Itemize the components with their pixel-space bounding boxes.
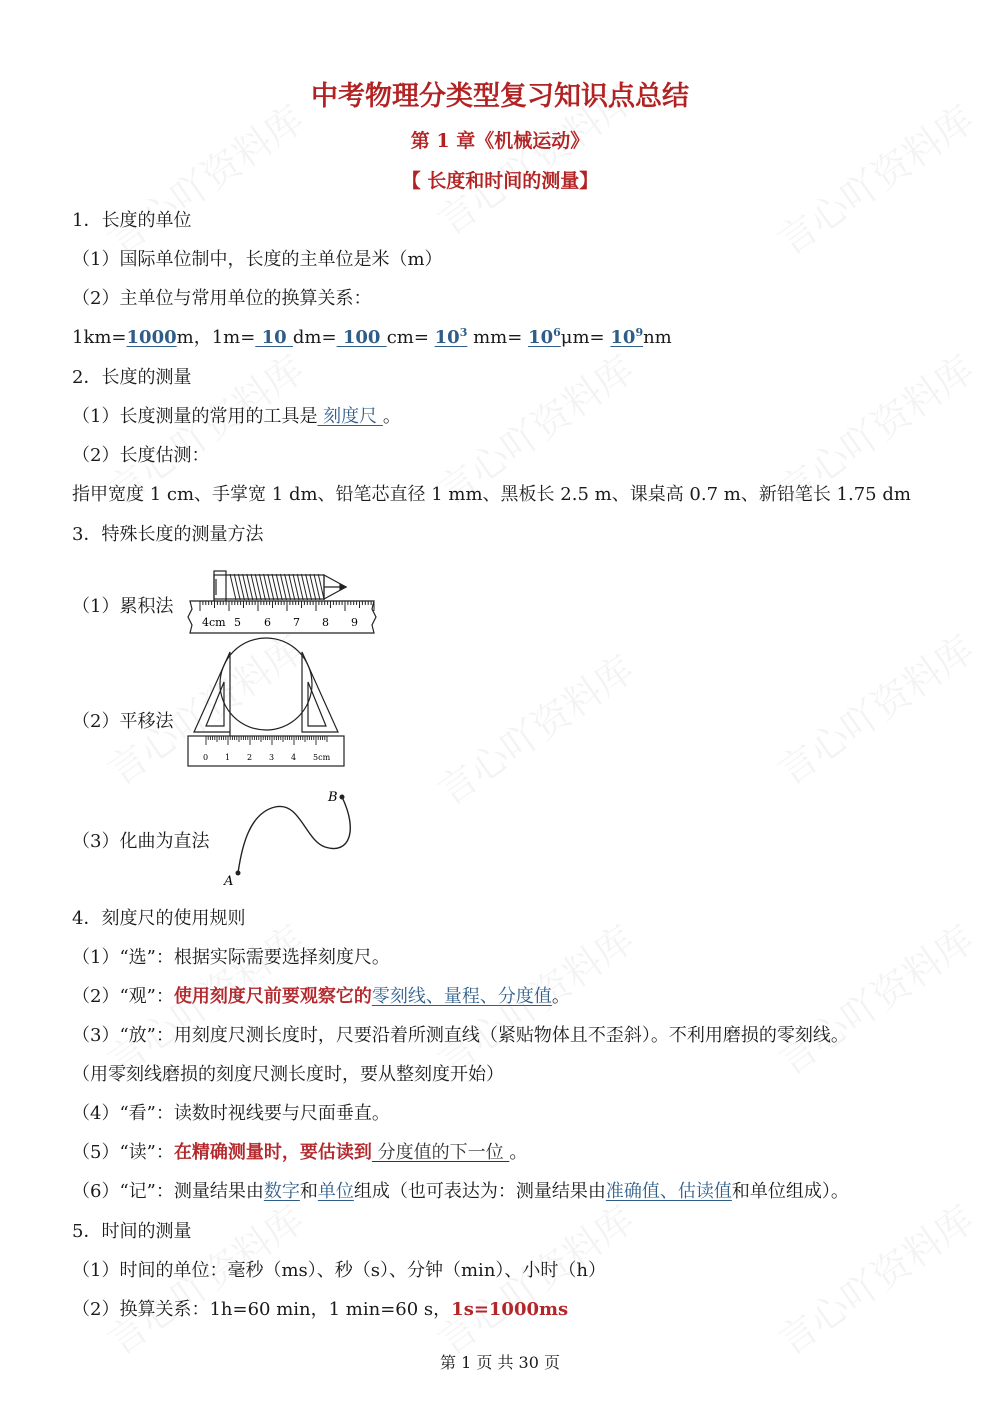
s1-heading: 1．长度的单位	[72, 210, 192, 231]
answer: 准确值、估读值	[605, 1181, 732, 1202]
method-translation: （2）平移法	[72, 711, 174, 732]
answer-base: 10	[434, 327, 460, 348]
text: （5）“读”：	[72, 1142, 174, 1163]
chapter-title: 第 1 章《机械运动》	[410, 130, 590, 152]
curve-figure	[220, 785, 365, 890]
text: nm	[643, 327, 672, 348]
s4-heading: 4．刻度尺的使用规则	[72, 908, 246, 929]
text: dm=	[292, 327, 337, 348]
text: （2）“观”：	[72, 986, 174, 1007]
text: cm=	[386, 327, 429, 348]
ruler-label: 5cm	[313, 753, 331, 762]
ruler-label: 3	[269, 753, 275, 762]
label-b: B	[328, 790, 338, 805]
text: （6）“记”：测量结果由	[72, 1181, 264, 1202]
s5-heading: 5．时间的测量	[72, 1221, 192, 1242]
answer-exponent: 6	[553, 326, 561, 339]
s5-p1: （1）时间的单位：毫秒（ms）、秒（s）、分钟（min）、小时（h）	[72, 1260, 607, 1281]
translation-figure	[186, 632, 351, 768]
rule-6	[72, 1177, 849, 1203]
text: 和单位组成）。	[731, 1181, 849, 1202]
ruler-label: 9	[351, 616, 358, 629]
text: 。	[509, 1142, 528, 1163]
watermark-text	[765, 620, 983, 796]
s1-p1: （1）国际单位制中，长度的主单位是米（m）	[72, 249, 443, 270]
accumulation-figure	[186, 565, 381, 637]
rule-3-note: （用零刻线磨损的刻度尺测长度时，要从整刻度开始）	[72, 1064, 504, 1085]
text: 和	[299, 1181, 318, 1202]
text: m，1m=	[176, 327, 256, 348]
s2-p2: （2）长度估测：	[72, 445, 210, 466]
answer: 单位	[317, 1181, 354, 1202]
ruler-label: 7	[293, 616, 300, 629]
point-b	[340, 795, 345, 800]
ruler-label: 6	[264, 616, 271, 629]
set-square-right	[302, 652, 338, 732]
answer-exponent: 9	[635, 326, 644, 339]
set-square-left	[194, 652, 230, 738]
method-accumulation: （1）累积法	[72, 596, 174, 617]
s2-p3: 指甲宽度 1 cm、手掌宽 1 dm、铅笔芯直径 1 mm、黑板长 2.5 m、课桌高 0.7 m、新铅笔长 1.75 dm	[72, 484, 911, 505]
ruler-label: 1	[225, 753, 231, 762]
s2-p1	[72, 402, 401, 428]
ruler-label: 4	[291, 753, 297, 762]
ruler-label: 8	[322, 616, 329, 629]
answer-base: 10	[528, 327, 554, 348]
s1-p2: （2）主单位与常用单位的换算关系：	[72, 288, 372, 309]
page-number: 第 1 页 共 30 页	[440, 1353, 560, 1372]
rule-3: （3）“放”：用刻度尺测长度时，尺要沿着所测直线（紧贴物体且不歪斜）。不利用磨损的零刻线。	[72, 1025, 849, 1046]
answer: 1000	[126, 327, 177, 348]
rule-5	[72, 1138, 527, 1164]
watermark-text	[765, 1190, 983, 1366]
answer: 数字	[263, 1181, 300, 1202]
watermark-text	[425, 640, 643, 816]
answer-exponent: 3	[459, 326, 468, 339]
answer: 分度值的下一位	[371, 1142, 510, 1163]
answer: 零刻线、量程、分度值	[371, 986, 552, 1007]
ruler-label: 0	[203, 753, 209, 762]
answer: 100	[336, 327, 387, 348]
s3-heading: 3．特殊长度的测量方法	[72, 524, 264, 545]
answer-base: 10	[610, 327, 636, 348]
ruler	[188, 736, 344, 766]
rule-4: （4）“看”：读数时视线要与尺面垂直。	[72, 1103, 390, 1124]
point-a	[236, 871, 241, 876]
answer	[610, 327, 643, 348]
curve-line	[238, 797, 350, 873]
s5-p2	[72, 1295, 568, 1321]
answer	[528, 327, 561, 348]
emphasis: 使用刻度尺前要观察它的	[173, 986, 372, 1007]
answer: 刻度尺	[317, 406, 383, 427]
answer	[435, 327, 468, 348]
text: 。	[551, 986, 570, 1007]
ruler	[188, 601, 376, 633]
s2-heading: 2．长度的测量	[72, 367, 192, 388]
label-a: A	[224, 874, 234, 889]
ruler-label: 2	[247, 753, 253, 762]
ruler-label: 5	[234, 616, 241, 629]
answer: 10	[255, 327, 293, 348]
unit-conversion	[72, 323, 672, 349]
section-title: 【 长度和时间的测量】	[401, 170, 599, 192]
wire-coil	[230, 574, 324, 600]
rule-2	[72, 982, 570, 1008]
emphasis: 在精确测量时，要估读到	[173, 1142, 372, 1163]
pencil-drawing	[214, 571, 346, 603]
rule-1: （1）“选”：根据实际需要选择刻度尺。	[72, 947, 390, 968]
emphasis: 1s=1000ms	[451, 1299, 569, 1320]
circle-object	[220, 638, 312, 730]
page-title: 中考物理分类型复习知识点总结	[311, 81, 689, 112]
text: 1km=	[72, 327, 127, 348]
text: （1）长度测量的常用的工具是	[72, 406, 318, 427]
ruler-label: 4cm	[202, 616, 226, 629]
method-curve-to-straight: （3）化曲为直法	[72, 831, 210, 852]
watermark-text	[765, 910, 983, 1086]
text: μm=	[560, 327, 605, 348]
text: 。	[382, 406, 401, 427]
text: （2）换算关系：1h=60 min，1 min=60 s，	[72, 1299, 452, 1320]
text: mm=	[467, 327, 523, 348]
text: 组成（也可表达为：测量结果由	[353, 1181, 606, 1202]
